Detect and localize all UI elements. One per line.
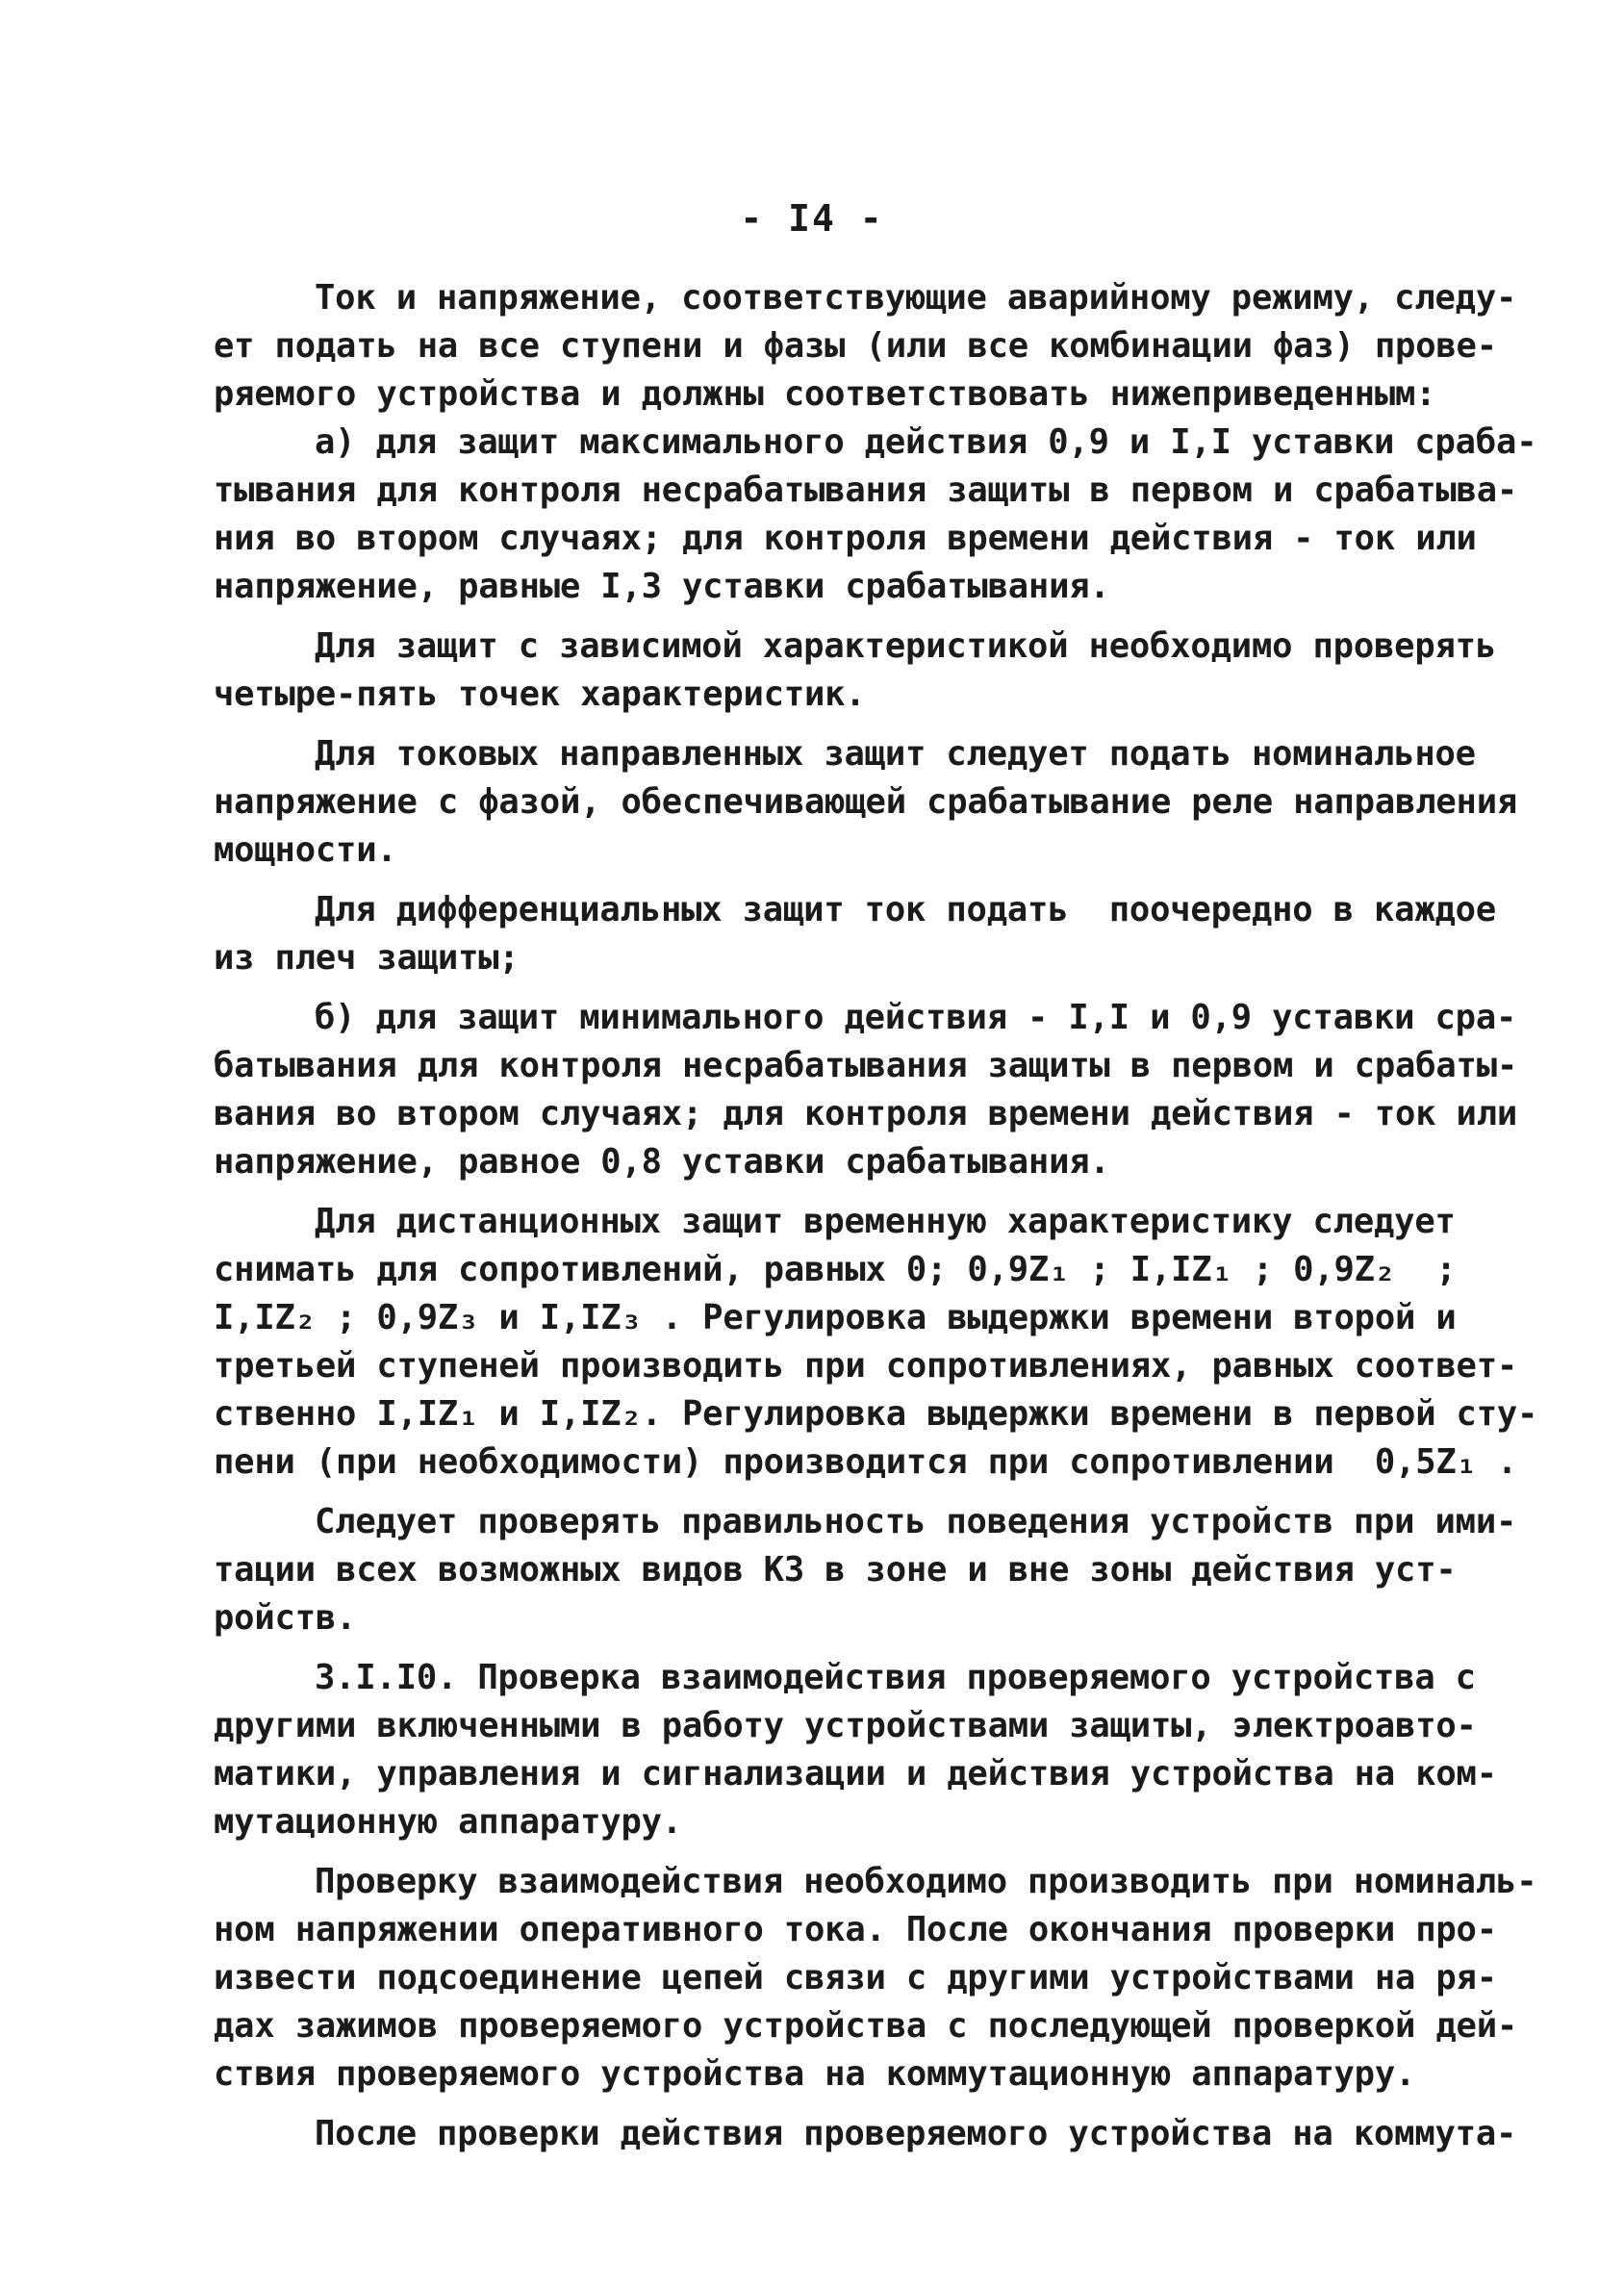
text-line: 3.I.I0. Проверка взаимодействия проверяемого устройства с: [315, 1658, 1476, 1697]
text-line: а) для защит максимального действия 0,9 и I,I уставки сраба-: [315, 422, 1537, 462]
text-line: мутационную аппаратуру.: [214, 1802, 682, 1842]
text-line: ния во втором случаях; для контроля времени действия - ток или: [214, 519, 1477, 558]
text-line: ряемого устройства и должны соответствовать нижеприведенным:: [214, 374, 1436, 414]
text-line: из плеч защиты;: [214, 938, 520, 978]
text-line: извести подсоединение цепей связи с другими устройствами на ря-: [214, 1958, 1497, 1997]
text-line: ственно I,IZ₁ и I,IZ₂. Регулировка выдержки времени в первой сту-: [214, 1394, 1538, 1434]
text-line: После проверки действия проверяемого устройства на коммута-: [315, 2114, 1517, 2153]
text-line: Для токовых направленных защит следует подать номинальное: [315, 734, 1476, 774]
page-number: - I4 -: [740, 197, 884, 240]
text-line: напряжение, равное 0,8 уставки срабатывания.: [214, 1142, 1110, 1182]
text-line: четыре-пять точек характеристик.: [214, 674, 866, 714]
text-line: батывания для контроля несрабатывания защиты в первом и срабаты-: [214, 1046, 1518, 1085]
text-line: тации всех возможных видов КЗ в зоне и вне зоны действия уст-: [214, 1550, 1457, 1590]
text-line: напряжение, равные I,3 уставки срабатывания.: [214, 567, 1110, 606]
text-line: Ток и напряжение, соответствующие аварийному режиму, следу-: [315, 278, 1517, 318]
text-line: ет подать на все ступени и фазы (или все комбинации фаз) прове-: [214, 326, 1497, 366]
text-line: Следует проверять правильность поведения устройств при ими-: [315, 1502, 1517, 1541]
text-line: Для защит с зависимой характеристикой необходимо проверять: [315, 626, 1497, 666]
text-line: ствия проверяемого устройства на коммутационную аппаратуру.: [214, 2054, 1416, 2094]
text-line: снимать для сопротивлений, равных 0; 0,9Z₁ ; I,IZ₁ ; 0,9Z₂ ;: [214, 1250, 1457, 1289]
text-line: дах зажимов проверяемого устройства с последующей проверкой дей-: [214, 2006, 1518, 2046]
text-line: третьей ступеней производить при сопротивлениях, равных соответ-: [214, 1346, 1518, 1386]
text-line: пени (при необходимости) производится при сопротивлении 0,5Z₁ .: [214, 1442, 1518, 1482]
text-line: мощности.: [214, 830, 397, 870]
text-line: Для дифференциальных защит ток подать поочередно в каждое: [315, 890, 1497, 929]
text-line: Для дистанционных защит временную характеристику следует: [315, 1202, 1456, 1241]
text-line: I,IZ₂ ; 0,9Z₃ и I,IZ₃ . Регулировка выдержки времени второй и: [214, 1298, 1457, 1337]
text-line: напряжение с фазой, обеспечивающей срабатывание реле направления: [214, 782, 1518, 822]
text-line: ройств.: [214, 1598, 357, 1638]
text-line: б) для защит минимального действия - I,I и 0,9 уставки сра-: [315, 998, 1517, 1037]
text-line: другими включенными в работу устройствами защиты, электроавто-: [214, 1706, 1477, 1745]
text-line: матики, управления и сигнализации и действия устройства на ком-: [214, 1754, 1497, 1794]
text-line: ном напряжении оперативного тока. После окончания проверки про-: [214, 1910, 1497, 1949]
text-line: вания во втором случаях; для контроля времени действия - ток или: [214, 1094, 1518, 1133]
text-line: Проверку взаимодействия необходимо производить при номиналь-: [315, 1862, 1537, 1901]
text-line: тывания для контроля несрабатывания защиты в первом и срабатыва-: [214, 471, 1518, 510]
